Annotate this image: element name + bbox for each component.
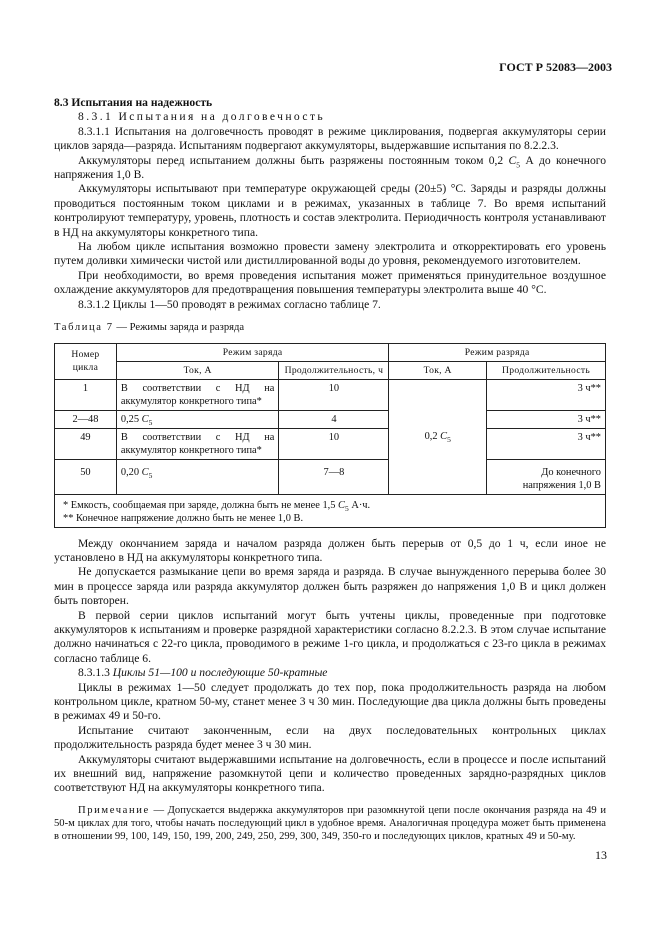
cell-discharge-duration: До конечного напряжения 1,0 В [487, 459, 606, 494]
cell-cycle: 1 [55, 379, 117, 410]
cell-charge-current: В соответствии с НД на аккумулятор конкретного типа* [116, 379, 279, 410]
table-row [55, 459, 606, 494]
cell-discharge-duration: 3 ч** [487, 410, 606, 428]
page-number: 13 [595, 848, 607, 862]
paragraph: В первой серии циклов испытаний могут быть учтены циклы, проведенные при подготовке аккумуляторов к испытаниям и проверке разрядной характеристики согласно 8.2.2.3. В этом случае испытание должно начинаться с 22-го цикла, проводимого в режиме 1-го цикла, и продолжаться с 23-го цикла в режимах согласно таблице 6. [54, 608, 606, 665]
paragraph: Испытание считают законченным, если на двух последовательных контрольных циклах продолжительность разряда будет менее 3 ч 30 мин. [54, 723, 606, 752]
page-body [54, 96, 606, 843]
paragraph: Циклы в режимах 1—50 следует продолжать до тех пор, пока продолжительность разряда на любом контрольном цикле, кратном 50-му, станет менее 3 ч 30 мин. Последующие два цикла должны быть проведены в режимах 49 и 50-го. [54, 680, 606, 723]
cell-discharge-duration: 3 ч** [487, 379, 606, 410]
cell-cycle: 50 [55, 459, 117, 494]
paragraph: Аккумуляторы перед испытанием должны быть разряжены постоянным током 0,2 $C_5$ А до конечного напряжения 1,0 В. [54, 153, 606, 182]
cell-discharge-current: 0,2 $C_5$ [389, 379, 487, 494]
paragraph: Между окончанием заряда и началом разряда должен быть перерыв от 0,5 до 1 ч, если иное не установлено в НД на аккумуляторы конкретного типа. [54, 536, 606, 564]
header-discharge-duration: Продолжительность [487, 361, 606, 379]
paragraph: Аккумуляторы испытывают при температуре окружающей среды (20±5) °С. Заряды и разряды должны проводиться постоянным током циклами и в режимах, указанных в таблице 7. Во время испытаний контролируют температуру, уровень, плотность и состав электролита. Периодичность контроля устанавливают в НД на аккумуляторы конкретного типа. [54, 182, 606, 239]
header-charge-current: Ток, А [116, 361, 279, 379]
cell-charge-duration: 10 [279, 379, 389, 410]
header-charge-mode: Режим заряда [116, 343, 389, 361]
header-discharge-current: Ток, А [389, 361, 487, 379]
cell-charge-current: В соответствии с НД на аккумулятор конкретного типа* [116, 428, 279, 459]
header-charge-duration: Продолжительность, ч [279, 361, 389, 379]
note: Примечание — Допускается выдержка аккумуляторов при разомкнутой цепи после окончания разряда на 49 и 50-м циклах для того, чтобы начать последующий цикл в удобное время. Аналогичная процедура может быть применена в отношении 99, 100, 149, 150, 199, 200, 249, 250, 299, 300, 349, 350-го и последующих циклов, кратных 49 и 50-му. [54, 804, 606, 842]
table-row [55, 379, 606, 410]
header-discharge-mode: Режим разряда [389, 343, 606, 361]
section-title: 8.3 Испытания на надежность [54, 96, 213, 109]
cell-cycle: 49 [55, 428, 117, 459]
subsection-title: 8.3.1 Испытания на долговечность [78, 110, 326, 124]
standard-code-header: ГОСТ Р 52083—2003 [499, 60, 612, 74]
paragraph: На любом цикле испытания возможно провести замену электролита и откорректировать его уровень путем доливки химически чистой или дистиллированной воды до уровня, рекомендуемого изготовителем. [54, 240, 606, 268]
paragraph: Не допускается размыкание цепи во время заряда и разряда. В случае вынужденного перерыва более 30 мин в процессе заряда или разряда аккумулятор должен быть разряжен до напряжения 1,0 В и цикл должен быть повторен. [54, 565, 606, 608]
header-cycle-number: Номер цикла [55, 343, 117, 379]
cell-charge-current: 0,25 $C_5$ [116, 410, 279, 428]
subsection-heading: 8.3.1.3 Циклы 51—100 и последующие 50-кратные [78, 666, 328, 680]
paragraph: 8.3.1.2 Циклы 1—50 проводят в режимах согласно таблице 7. [78, 297, 381, 311]
footnote-1: * Емкость, сообщаемая при заряде, должна быть не менее 1,5 $C_5$ А·ч. [63, 499, 371, 513]
paragraph: Аккумуляторы считают выдержавшими испытание на долговечность, если в процессе и после испытаний их внешний вид, напряжение разомкнутой цепи и количество проведенных зарядно-разрядных циклов соответствуют НД на аккумуляторы конкретного типа. [54, 752, 606, 795]
footnote-2: ** Конечное напряжение должно быть не менее 1,0 В. [63, 512, 304, 524]
cell-cycle: 2—48 [55, 410, 117, 428]
cell-charge-duration: 10 [279, 428, 389, 459]
cell-discharge-duration: 3 ч** [487, 428, 606, 459]
paragraph: При необходимости, во время проведения испытания может применяться принудительное воздушное охлаждение аккумуляторов для предотвращения повышения температуры электролита выше 40 °С. [54, 268, 606, 297]
table-footnotes [55, 494, 606, 527]
cell-charge-duration: 7—8 [279, 459, 389, 494]
modes-table [54, 343, 606, 528]
table-row [55, 428, 606, 459]
table-row [55, 410, 606, 428]
cell-charge-current: 0,20 $C_5$ [116, 459, 279, 494]
cell-charge-duration: 4 [279, 410, 389, 428]
paragraph: 8.3.1.1 Испытания на долговечность проводят в режиме циклирования, подвергая аккумуляторы серии циклов заряда—разряда. Испытаниям подвергают аккумуляторы, выдержавшие испытания по 8.2.2.3. [54, 124, 606, 153]
table-caption: Таблица 7 — Режимы заряда и разряда [54, 322, 245, 334]
